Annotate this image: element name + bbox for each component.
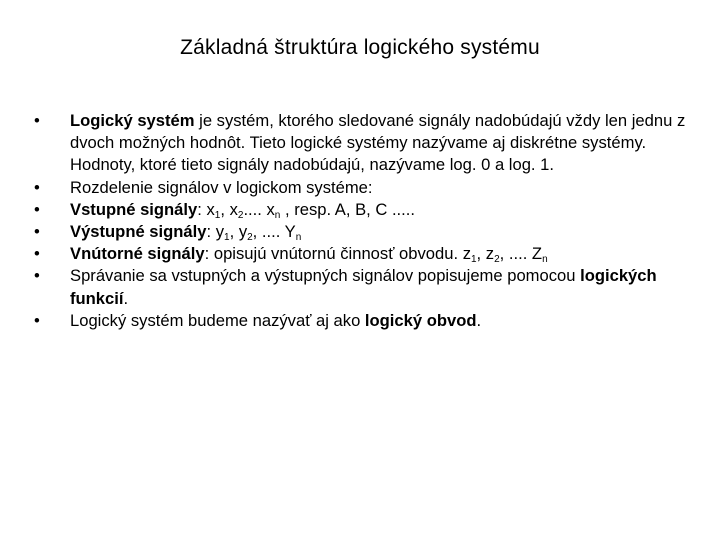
bullet-spravanie-signalov bbox=[34, 265, 694, 309]
var-z: z bbox=[485, 244, 495, 264]
var-x: x bbox=[206, 199, 215, 219]
ellipsis-text: , .... Z bbox=[499, 244, 543, 264]
subscript-n: n bbox=[542, 254, 548, 266]
separator: : bbox=[197, 199, 207, 219]
bullet-text: Logický systém budeme nazývať aj ako bbox=[70, 310, 365, 330]
subscript-2: 2 bbox=[494, 254, 500, 266]
subscript-1: 1 bbox=[214, 209, 221, 221]
term-logicke-funkcie: logických funkcií bbox=[70, 266, 657, 308]
subscript-2: 2 bbox=[237, 209, 244, 221]
bullet-icon: • bbox=[34, 199, 40, 219]
var-x: x bbox=[229, 199, 238, 219]
subscript-n: n bbox=[274, 209, 281, 221]
bullet-vystupne-signaly bbox=[34, 221, 694, 243]
var-y: y bbox=[215, 222, 225, 242]
slide-title: Základná štruktúra logického systému bbox=[180, 36, 540, 59]
separator: , bbox=[476, 244, 486, 264]
bullet-vstupne-signaly bbox=[34, 199, 694, 221]
ellipsis-text: .... x bbox=[243, 199, 275, 219]
bullet-text: Správanie sa vstupných a výstupných signálov popisujeme pomocou bbox=[70, 266, 581, 286]
bullet-icon: • bbox=[34, 266, 40, 286]
term-vnutorne-signaly: Vnútorné signály bbox=[70, 244, 205, 264]
tail-text: , resp. A, B, C ..... bbox=[280, 199, 415, 219]
separator: : bbox=[206, 222, 216, 242]
description-text: : opisujú vnútornú činnosť obvodu. bbox=[204, 244, 463, 264]
term-logicky-obvod: logický obvod bbox=[364, 310, 477, 330]
subscript-1: 1 bbox=[470, 254, 477, 266]
term-logicky-system: Logický systém bbox=[70, 111, 195, 130]
separator: , bbox=[229, 222, 239, 242]
bullet-text: Rozdelenie signálov v logickom systéme: bbox=[70, 177, 373, 197]
bullet-icon: • bbox=[34, 310, 40, 330]
term-vystupne-signaly: Výstupné signály bbox=[70, 222, 207, 242]
bullet-icon: • bbox=[34, 222, 40, 242]
bullet-icon: • bbox=[34, 177, 40, 197]
bullet-logicky-system bbox=[34, 110, 694, 177]
bullet-rozdelenie-signalov bbox=[34, 177, 694, 199]
var-y: y bbox=[238, 222, 248, 242]
term-vstupne-signaly: Vstupné signály bbox=[70, 199, 198, 219]
bullet-list bbox=[34, 110, 694, 332]
separator: , bbox=[220, 199, 230, 219]
definition-text: je systém, ktorého sledované signály nadobúdajú vždy len jednu z dvoch možných hodnôt. Tieto logické systémy nazývame aj diskrétne systémy. Hodnoty, ktoré tieto signály nadobúdajú, nazývame log. 0 a log. 1. bbox=[70, 111, 686, 175]
var-z: z bbox=[462, 244, 471, 264]
bullet-logicky-obvod bbox=[34, 310, 694, 332]
bullet-vnutorne-signaly bbox=[34, 243, 694, 265]
bullet-icon: • bbox=[34, 111, 40, 130]
subscript-2: 2 bbox=[247, 232, 253, 244]
subscript-1: 1 bbox=[224, 232, 230, 244]
period: . bbox=[476, 310, 482, 330]
subscript-n: n bbox=[295, 232, 302, 244]
ellipsis-text: , .... Y bbox=[252, 222, 296, 242]
period: . bbox=[123, 288, 129, 308]
bullet-icon: • bbox=[34, 244, 40, 264]
